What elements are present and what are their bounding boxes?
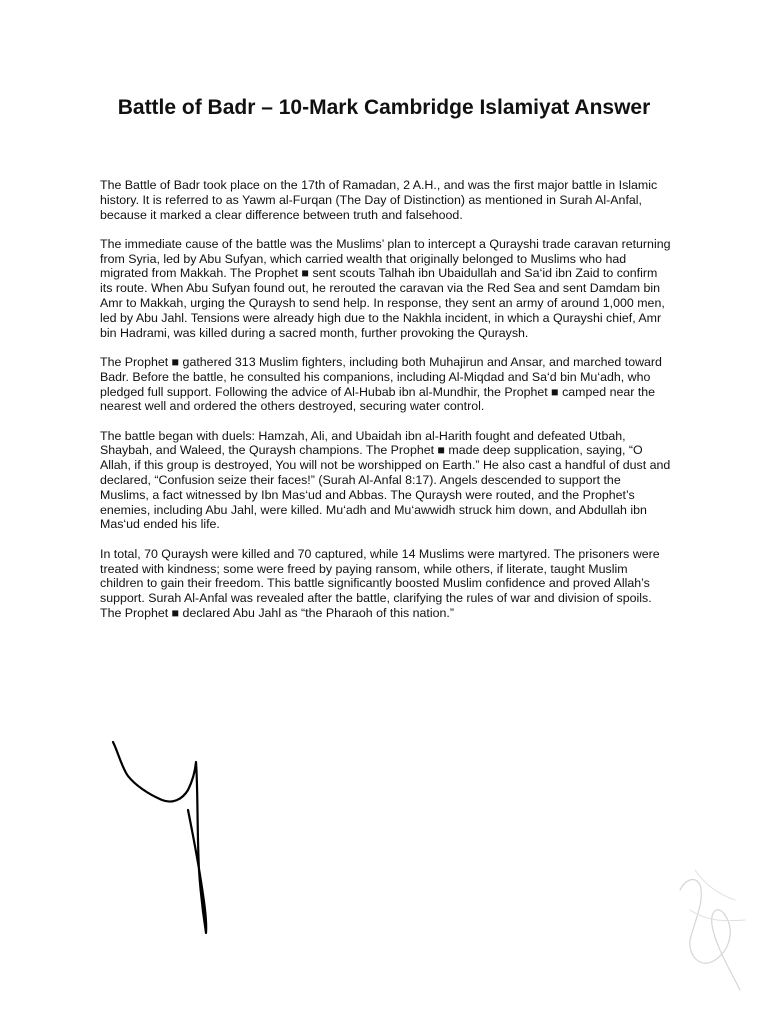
- handwritten-signature: [100, 730, 230, 950]
- paragraph-causes: The immediate cause of the battle was the Muslims’ plan to intercept a Qurayshi trade caravan returning from Syria, led by Abu Sufyan, which carried wealth that originally belonged to Muslims who had migrated from Makkah. The Prophet ■ sent scouts Talhah ibn Ubaidullah and Sa‘id ibn Zaid to confirm its route. When Abu Sufyan found out, he rerouted the caravan via the Red Sea and sent Damdam bin Amr to Makkah, urging the Quraysh to send help. In response, they sent an army of around 1,000 men, led by Abu Jahl. Tensions were already high due to the Nakhla incident, in which a Qurayshi chief, Amr bin Hadrami, was killed during a sacred month, further provoking the Quraysh.: [100, 236, 671, 340]
- paragraph-outcome: In total, 70 Quraysh were killed and 70 captured, while 14 Muslims were martyred. The prisoners were treated with kindness; some were freed by paying ransom, while others, if literate, taught Muslim children to gain their freedom. This battle significantly boosted Muslim confidence and proved Allah’s support. Surah Al-Anfal was revealed after the battle, clarifying the rules of war and division of spoils. The Prophet ■ declared Abu Jahl as “the Pharaoh of this nation.”: [100, 546, 660, 620]
- document-body: [100, 178, 672, 635]
- paragraph-battle-events: The battle began with duels: Hamzah, Ali, and Ubaidah ibn al-Harith fought and defeated Utbah, Shaybah, and Waleed, the Quraysh champions. The Prophet ■ made deep supplication, saying, “O Allah, if this group is destroyed, You will not be worshipped on Earth.” He also cast a handful of dust and declared, “Confusion seize their faces!” (Surah Al-Anfal 8:17). Angels descended to support the Muslims, a fact witnessed by Ibn Mas‘ud and Abbas. The Quraysh were routed, and the Prophet’s enemies, including Abu Jahl, were killed. Mu‘adh and Mu‘awwidh struck him down, and Abdullah ibn Mas‘ud ended his life.: [100, 428, 671, 532]
- paragraph-introduction: The Battle of Badr took place on the 17th of Ramadan, 2 A.H., and was the first major battle in Islamic history. It is referred to as Yawm al-Furqan (The Day of Distinction) as mentioned in Surah Al-Anfal, because it marked a clear difference between truth and falsehood.: [100, 178, 658, 222]
- faint-scribble-mark: [660, 850, 760, 1000]
- paragraph-preparation: The Prophet ■ gathered 313 Muslim fighters, including both Muhajirun and Ansar, and marched toward Badr. Before the battle, he consulted his companions, including Al-Miqdad and Sa‘d bin Mu‘adh, who pledged full support. Following the advice of Al-Hubab ibn al-Mundhir, the Prophet ■ camped near the nearest well and ordered the others destroyed, securing water control.: [100, 354, 662, 414]
- document-title: Battle of Badr – 10-Mark Cambridge Islamiyat Answer: [117, 96, 651, 119]
